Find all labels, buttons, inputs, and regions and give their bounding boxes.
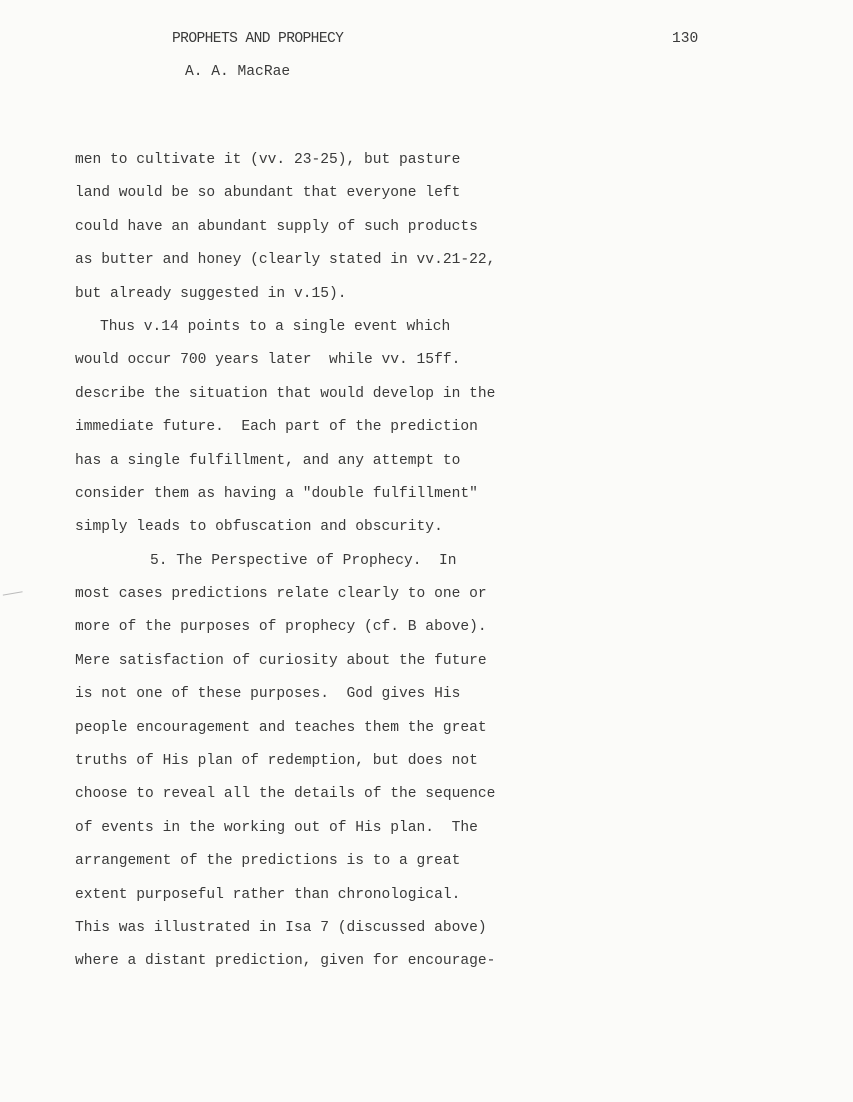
text-line: immediate future. Each part of the prediction xyxy=(75,419,478,436)
text-line: This was illustrated in Isa 7 (discussed above) xyxy=(75,919,487,936)
running-title: PROPHETS AND PROPHECY xyxy=(172,31,344,47)
text-line: choose to reveal all the details of the sequence xyxy=(75,786,496,803)
body-text xyxy=(75,144,515,979)
text-line: as butter and honey (clearly stated in vv.21-22, xyxy=(75,252,496,269)
text-line: most cases predictions relate clearly to one or xyxy=(75,586,487,603)
text-line: describe the situation that would develop in the xyxy=(75,385,496,402)
text-line: men to cultivate it (vv. 23-25), but pasture xyxy=(75,152,461,168)
author-name: A. A. MacRae xyxy=(185,64,291,80)
text-line: people encouragement and teaches them the great xyxy=(75,719,487,736)
scan-mark xyxy=(1,583,22,595)
paragraph xyxy=(75,545,515,979)
text-line: where a distant prediction, given for encourage- xyxy=(75,953,496,970)
paragraph xyxy=(75,311,515,545)
text-line: of events in the working out of His plan. The xyxy=(75,819,478,836)
text-line: but already suggested in v.15). xyxy=(75,285,347,302)
text-line: land would be so abundant that everyone left xyxy=(75,185,461,202)
text-line: would occur 700 years later while vv. 15ff. xyxy=(75,352,461,369)
section-heading-line: 5. The Perspective of Prophecy. In xyxy=(150,552,457,569)
text-line: has a single fulfillment, and any attempt to xyxy=(75,452,461,469)
text-line: truths of His plan of redemption, but does not xyxy=(75,753,478,770)
text-line: extent purposeful rather than chronological. xyxy=(75,886,461,903)
text-line: Mere satisfaction of curiosity about the future xyxy=(75,652,487,669)
text-line: simply leads to obfuscation and obscurity. xyxy=(75,519,443,536)
paragraph xyxy=(75,144,515,311)
text-line: is not one of these purposes. God gives His xyxy=(75,686,461,703)
text-line: more of the purposes of prophecy (cf. B above). xyxy=(75,619,487,636)
text-line: could have an abundant supply of such products xyxy=(75,218,478,235)
text-line: consider them as having a "double fulfillment" xyxy=(75,485,478,502)
text-line: Thus v.14 points to a single event which xyxy=(100,318,451,335)
page-number: 130 xyxy=(672,31,699,47)
text-line: arrangement of the predictions is to a great xyxy=(75,853,461,870)
